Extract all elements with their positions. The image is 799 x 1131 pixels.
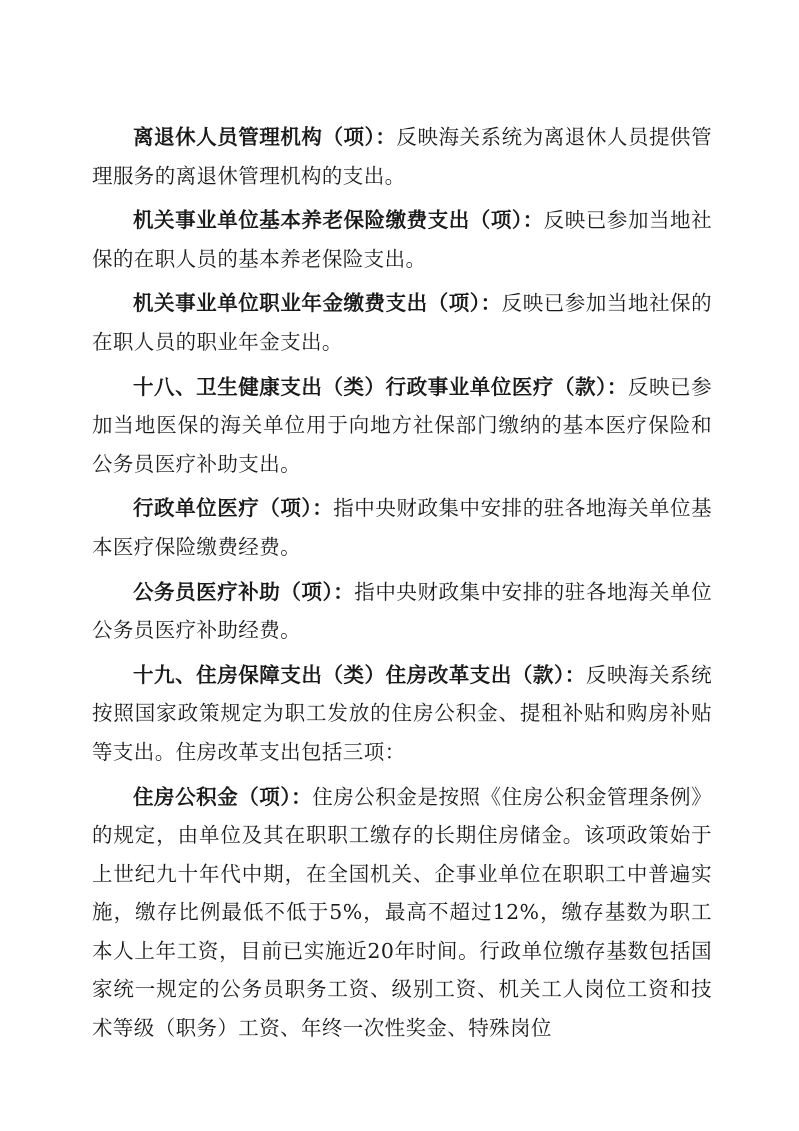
paragraph-heading: 十九、住房保障支出（类）住房改革支出（款）： [133,662,586,687]
paragraph-heading: 离退休人员管理机构（项）： [133,125,397,149]
paragraph-body: 反映已参加当地社保的在职人员的基本养老保险支出。 [92,208,712,271]
paragraph-pension-insurance [92,201,712,278]
paragraph-administrative-medical [92,489,712,566]
paragraph-body: 反映已参加当地社保的在职人员的职业年金支出。 [92,291,713,354]
paragraph-heading: 机关事业单位职业年金缴费支出（项）： [133,291,502,316]
document-body [92,118,712,1054]
paragraph-housing-security [92,656,712,772]
paragraph-body: 反映海关系统为离退休人员提供管理服务的离退休管理机构的支出。 [92,125,713,188]
paragraph-heading: 机关事业单位基本养老保险缴费支出（项）： [133,208,544,233]
paragraph-body: 住房公积金是按照《住房公积金管理条例》的规定，由单位及其在职职工缴存的长期住房储金。该项政策始于上世纪九十年代中期，在全国机关、企事业单位在职职工中普遍实施，缴存比例最低不低于5%，最高不超过12%，缴存基数为职工本人上年工资，目前已实施近20年时间。行政单位缴存基数包括国家统一规定的公务员职务工资、级别工资、机关工人岗位工资和技术等级（职务）工资、年终一次性奖金、特殊岗位 [92,784,712,1041]
paragraph-retiree-management [92,118,712,195]
paragraph-heading: 十八、卫生健康支出（类）行政事业单位医疗（款）： [133,374,628,399]
paragraph-body: 反映已参加当地医保的海关单位用于向地方社保部门缴纳的基本医疗保险和公务员医疗补助支出。 [92,374,712,476]
paragraph-housing-provident-fund [92,778,712,1048]
paragraph-body: 指中央财政集中安排的驻各地海关单位基本医疗保险缴费经费。 [92,496,712,559]
paragraph-civil-servant-medical-subsidy [92,573,712,650]
paragraph-health-expenditure [92,368,712,484]
paragraph-body: 指中央财政集中安排的驻各地海关单位公务员医疗补助经费。 [92,579,712,643]
paragraph-heading: 公务员医疗补助（项）： [133,579,355,604]
paragraph-heading: 行政单位医疗（项）： [133,496,334,521]
paragraph-heading: 住房公积金（项）： [133,784,313,809]
paragraph-body: 反映海关系统按照国家政策规定为职工发放的住房公积金、提租补贴和购房补贴等支出。住房改革支出包括三项： [92,662,712,764]
paragraph-occupational-annuity [92,284,712,361]
